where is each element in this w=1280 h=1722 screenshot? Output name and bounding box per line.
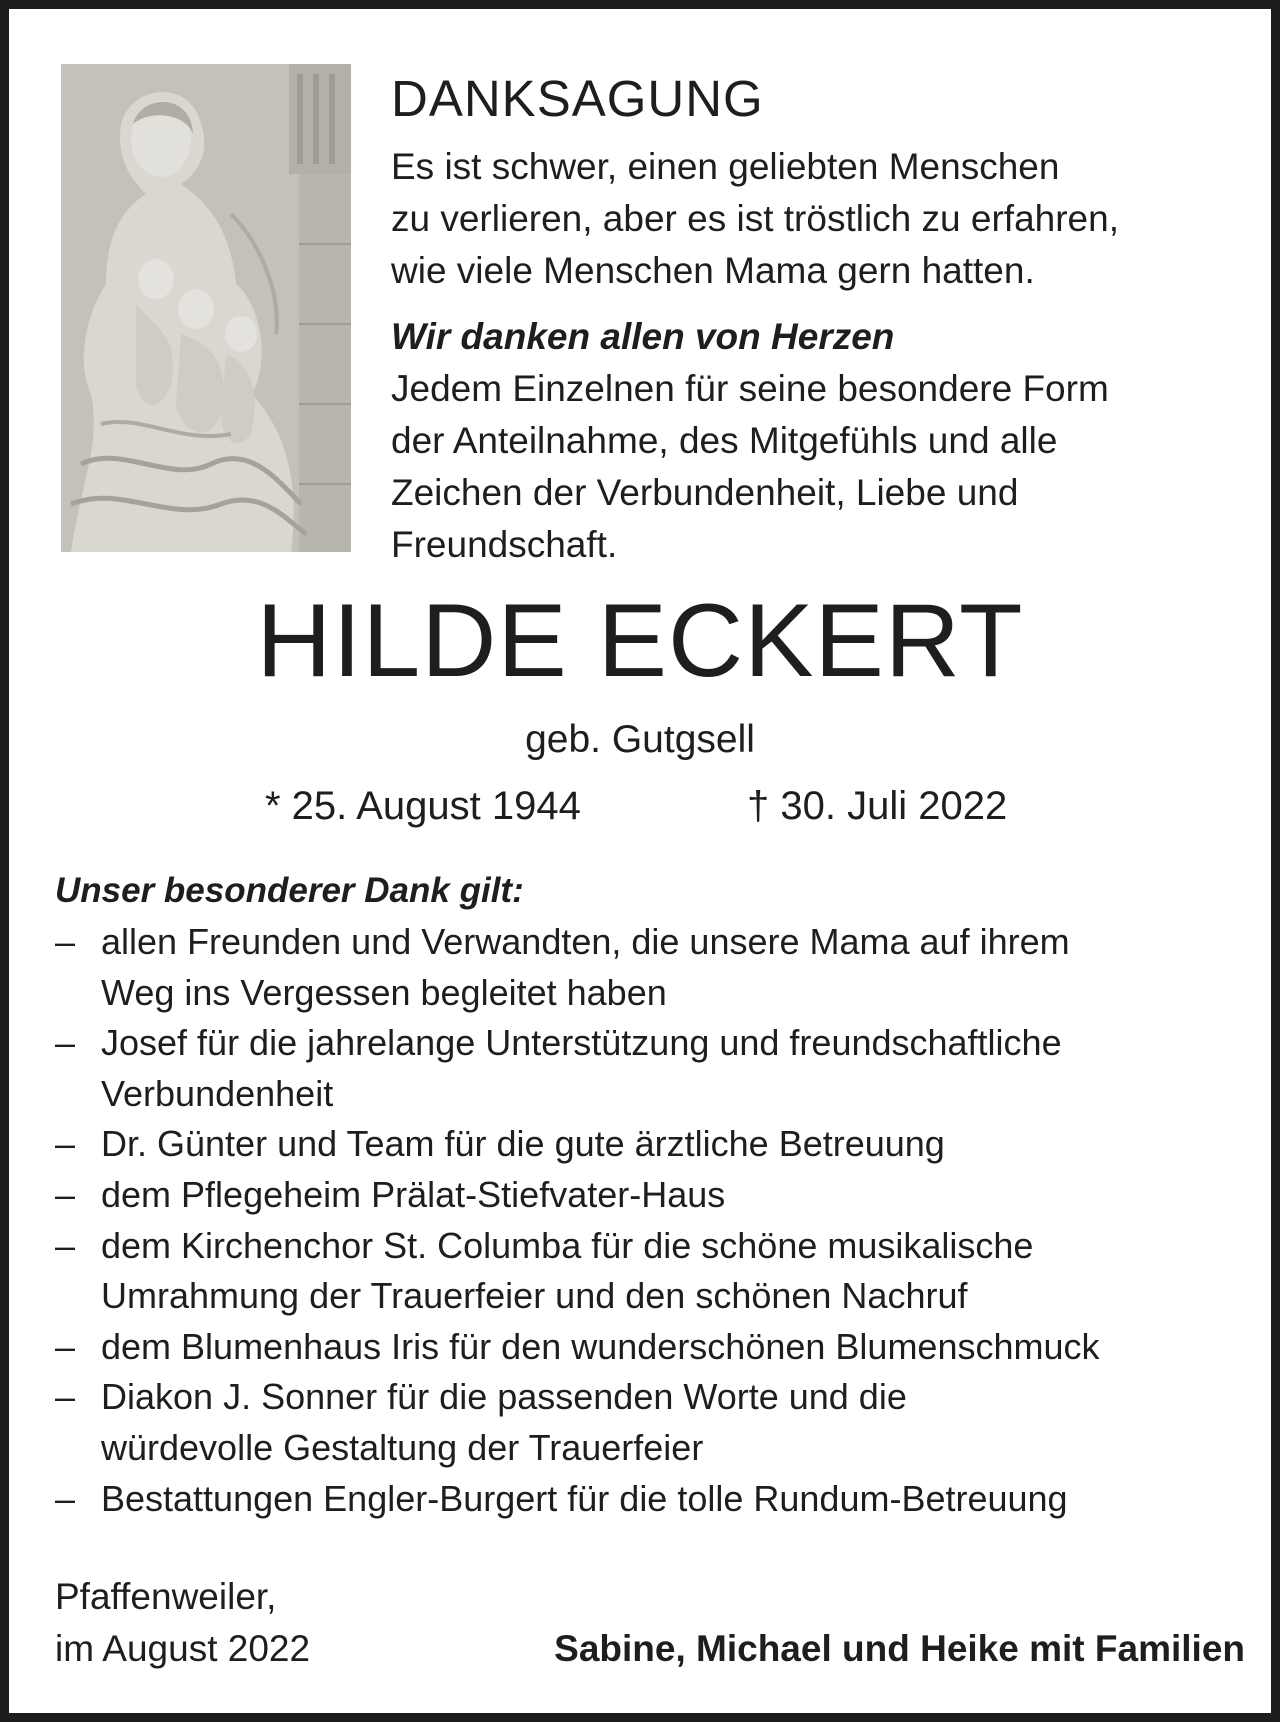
special-thanks-section <box>55 865 1255 1524</box>
family-signature: Sabine, Michael und Heike mit Familien <box>554 1628 1245 1669</box>
page-title: DANKSAGUNG <box>391 70 764 127</box>
thanks-line: Jedem Einzelnen für seine besondere Form <box>391 368 1109 409</box>
dash-bullet: – <box>55 921 76 962</box>
list-item <box>55 1372 1255 1473</box>
dash-bullet: – <box>55 1224 76 1266</box>
list-item-line: würdevolle Gestaltung der Trauerfeier <box>101 1426 704 1468</box>
dash-bullet: – <box>55 1173 76 1215</box>
list-item <box>55 1474 1255 1525</box>
stone-relief-image <box>61 64 351 552</box>
notice-date: im August 2022 <box>55 1628 311 1669</box>
list-item-line: Umrahmung der Trauerfeier und den schönen Nachruf <box>101 1275 968 1317</box>
list-item-line: dem Pflegeheim Prälat-Stiefvater-Haus <box>101 1173 726 1215</box>
thanks-line: Freundschaft. <box>391 524 618 565</box>
thanks-line: Zeichen der Verbundenheit, Liebe und <box>391 472 1019 513</box>
list-item-line: Bestattungen Engler-Burgert für die tolle Rundum-Betreuung <box>101 1477 1068 1519</box>
list-item-line: allen Freunden und Verwandten, die unsere Mama auf ihrem <box>101 921 1070 962</box>
list-item-line: dem Blumenhaus Iris für den wunderschönen Blumenschmuck <box>101 1325 1100 1367</box>
list-item-line: Weg ins Vergessen begleitet haben <box>101 971 667 1013</box>
death-date: † 30. Juli 2022 <box>747 784 1008 828</box>
intro-block <box>391 67 1251 571</box>
list-item <box>55 1018 1255 1119</box>
dash-bullet: – <box>55 1325 76 1367</box>
intro-line: Es ist schwer, einen geliebten Menschen <box>391 146 1060 187</box>
list-item <box>55 1322 1255 1373</box>
list-item <box>55 1221 1255 1322</box>
list-item <box>55 1119 1255 1170</box>
dash-bullet: – <box>55 1477 76 1519</box>
list-item-line: Josef für die jahrelange Unterstützung und freundschaftliche <box>101 1022 1062 1064</box>
thanks-line: der Anteilnahme, des Mitgefühls und alle <box>391 420 1058 461</box>
thanks-heading: Wir danken allen von Herzen <box>391 316 895 357</box>
place-name: Pfaffenweiler, <box>55 1576 277 1617</box>
dash-bullet: – <box>55 1123 76 1165</box>
list-item <box>55 917 1255 1018</box>
special-thanks-title: Unser besonderer Dank gilt: <box>55 871 524 910</box>
special-thanks-list <box>55 917 1255 1524</box>
dash-bullet: – <box>55 1022 76 1064</box>
dash-bullet: – <box>55 1376 76 1418</box>
deceased-name: HILDE ECKERT <box>256 583 1024 699</box>
list-item-line: Diakon J. Sonner für die passenden Worte und die <box>101 1376 907 1418</box>
intro-line: wie viele Menschen Mama gern hatten. <box>391 250 1035 291</box>
list-item-line: dem Kirchenchor St. Columba für die schöne musikalische <box>101 1224 1034 1266</box>
list-item <box>55 1170 1255 1221</box>
list-item-line: Dr. Günter und Team für die gute ärztliche Betreuung <box>101 1123 945 1165</box>
list-item-line: Verbundenheit <box>101 1072 334 1114</box>
birth-date: * 25. August 1944 <box>265 784 581 828</box>
maiden-name: geb. Gutgsell <box>525 718 755 761</box>
intro-line: zu verlieren, aber es ist tröstlich zu erfahren, <box>391 198 1119 239</box>
